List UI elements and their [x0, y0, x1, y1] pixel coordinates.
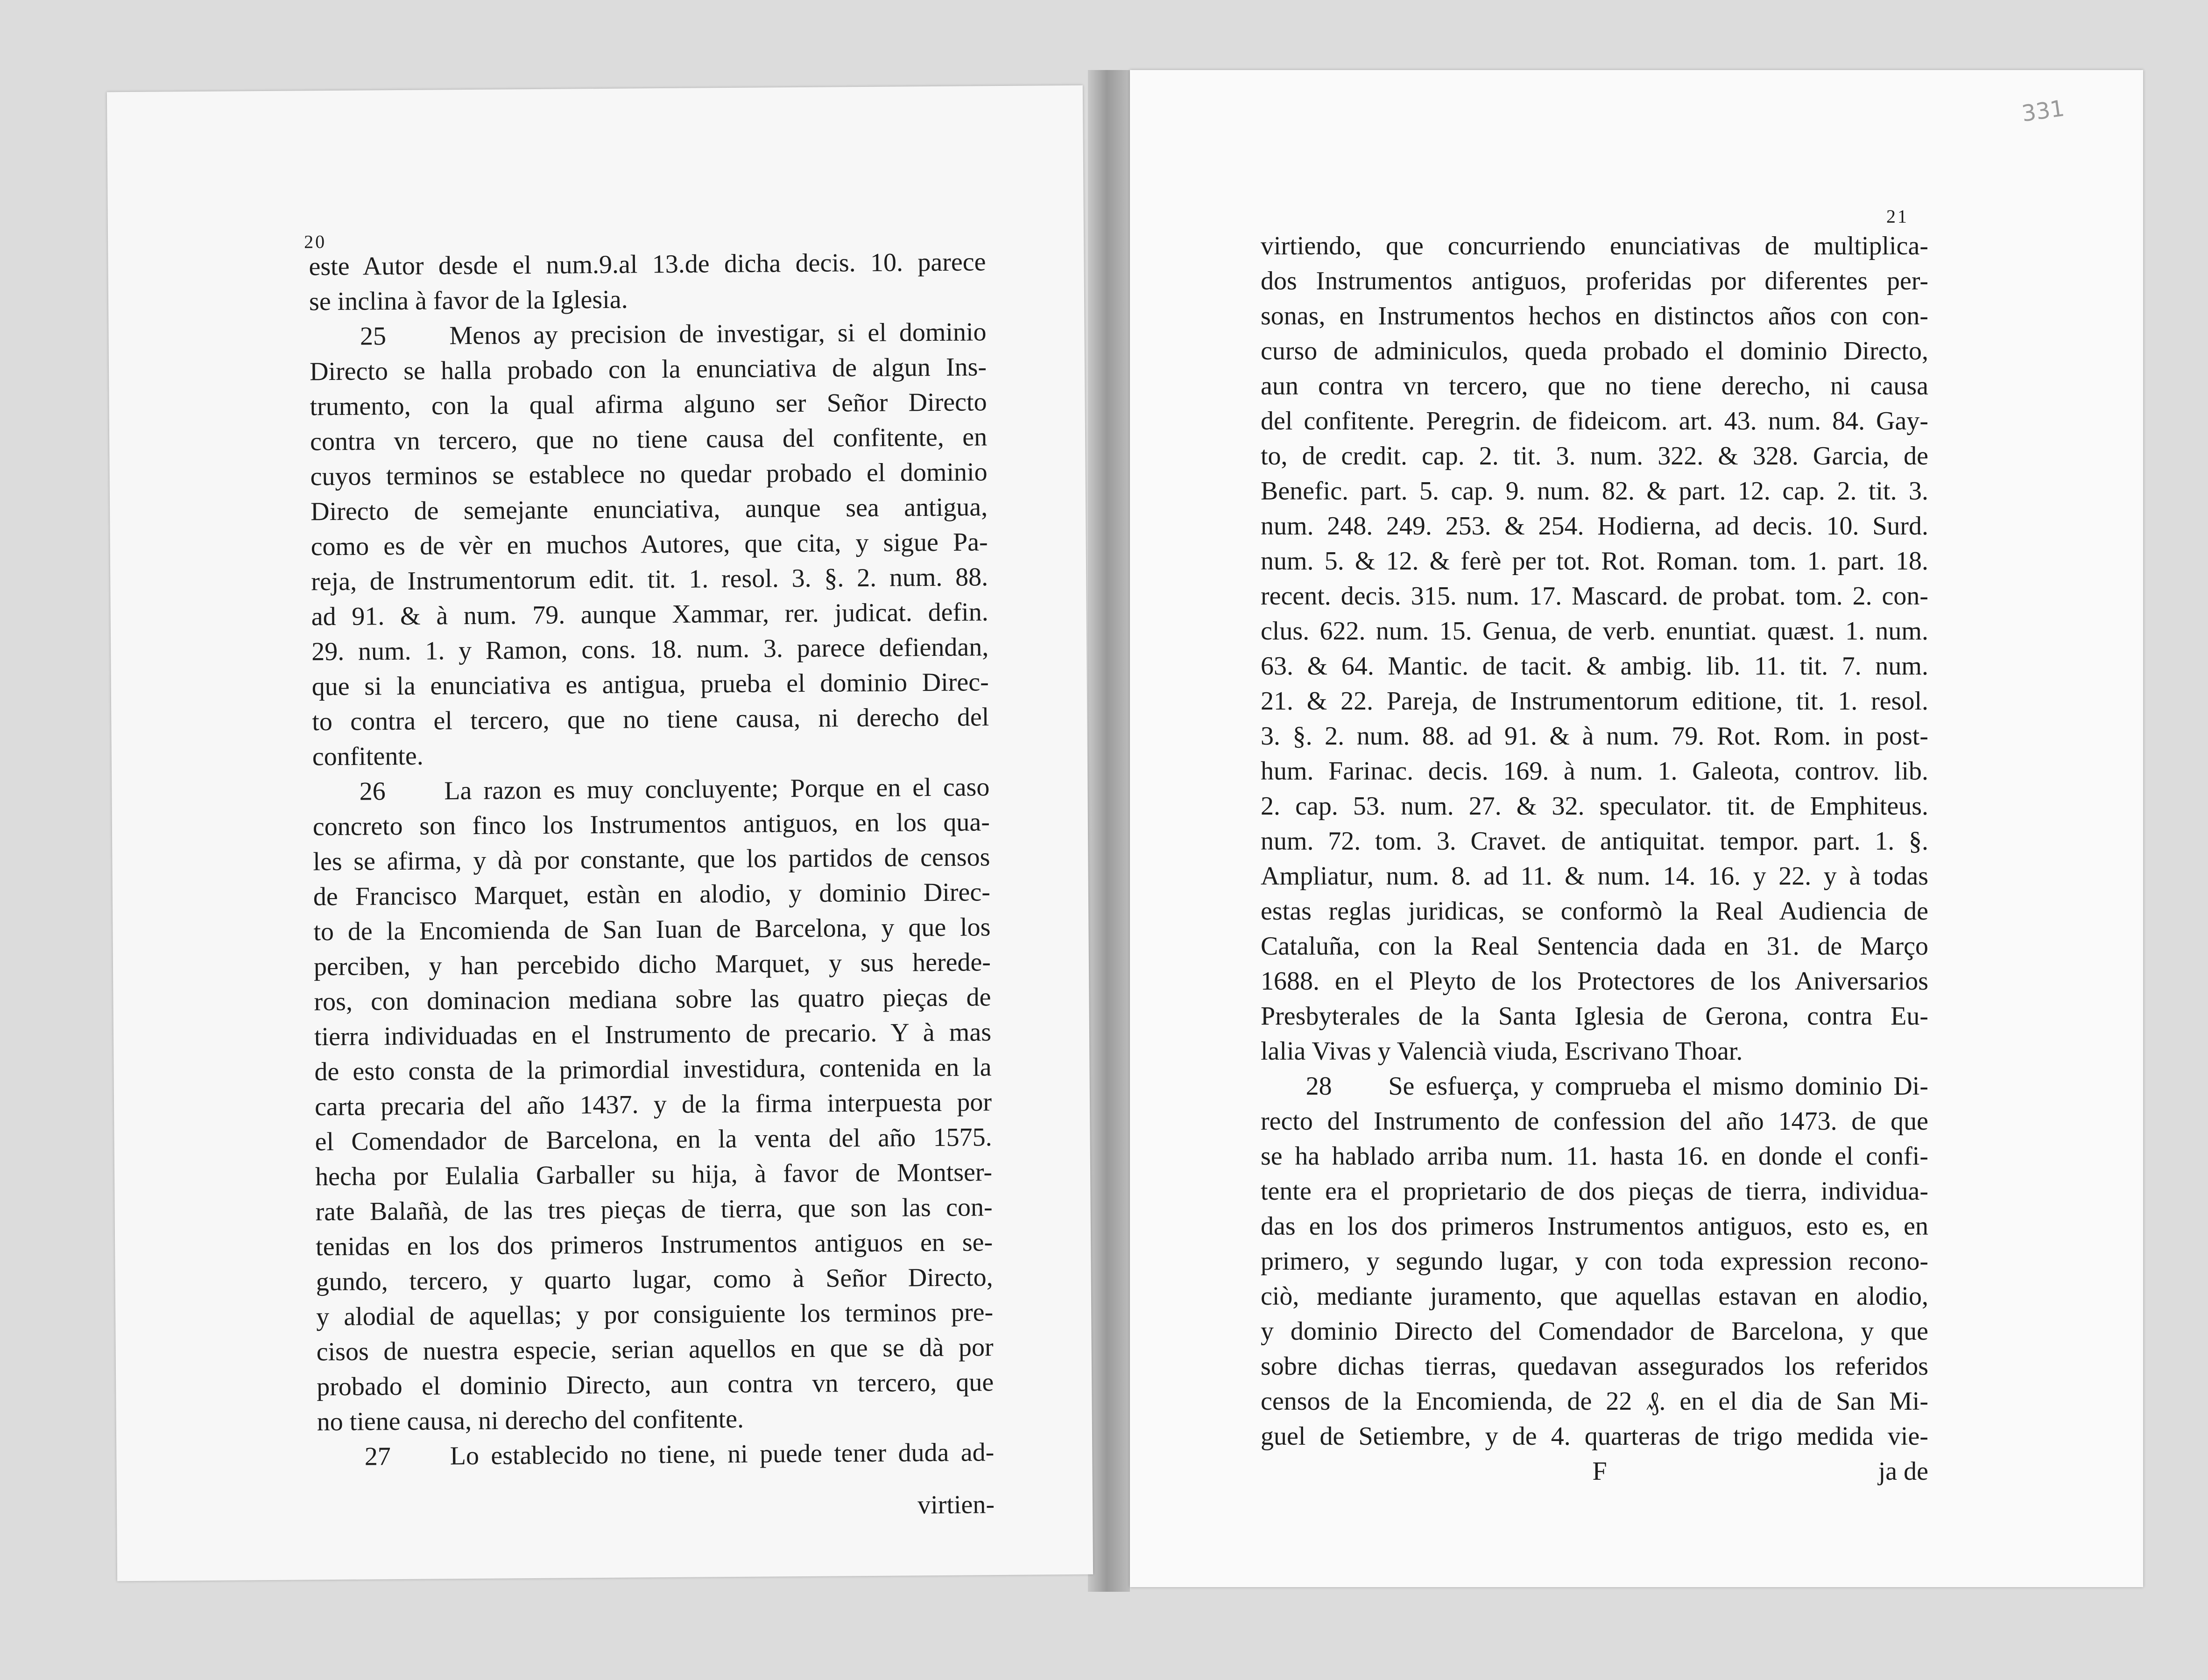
left-page [107, 85, 1093, 1582]
archive-folio-mark: 331 [2020, 95, 2067, 127]
text-line: y alodial de aquellas; y por consiguiente los terminos pre- [316, 1298, 994, 1332]
text-line: curso de adminiculos, queda probado el dominio Directo, [1261, 337, 1928, 366]
text-line: num. 5. & 12. & ferè per tot. Rot. Roman. tom. 1. part. 18. [1261, 547, 1928, 576]
text-line: contra vn tercero, que no tiene causa del confitente, en [310, 422, 988, 457]
text-line: 27 Lo establecido no tiene, ni puede tener duda ad- [317, 1438, 995, 1472]
text-line: perciben, y han percebido dicho Marquet, y sus herede- [313, 948, 991, 982]
text-line: recent. decis. 315. num. 17. Mascard. de probat. tom. 2. con- [1261, 582, 1928, 611]
text-line: 26 La razon es muy concluyente; Porque en el caso [312, 773, 990, 807]
text-line: guel de Setiembre, y de 4. quarteras de trigo medida vie- [1261, 1422, 1928, 1451]
text-line: que si la enunciativa es antigua, prueba el dominio Direc- [311, 668, 989, 702]
text-line: el Comendador de Barcelona, en la venta del año 1575. [315, 1123, 992, 1157]
text-line: dos Instrumentos antiguos, proferidas por diferentes per- [1261, 267, 1928, 295]
text-line: tierra individuadas en el Instrumento de precario. Y à mas [314, 1018, 992, 1052]
page-number-right: 21 [1886, 206, 1909, 227]
text-line: to de la Encomienda de San Iuan de Barcelona, y que los [313, 913, 991, 947]
book-gutter [1088, 70, 1130, 1592]
right-page [1130, 70, 2143, 1587]
text-line: 21. & 22. Pareja, de Instrumentorum editione, tit. 1. resol. [1261, 687, 1928, 716]
text-line: cisos de nuestra especie, serian aquellos en que se dà por [316, 1333, 994, 1367]
catchword-left: virtien- [917, 1490, 995, 1520]
text-line: 25 Menos ay precision de investigar, si el dominio [309, 317, 987, 351]
text-line: aun contra vn tercero, que no tiene derecho, ni causa [1261, 372, 1928, 401]
text-line: recto del Instrumento de confession del año 1473. de que [1261, 1107, 1928, 1136]
text-line: cuyos terminos se establece no quedar probado el dominio [310, 457, 988, 492]
page-number-left: 20 [303, 231, 327, 253]
text-line: probado el dominio Directo, aun contra vn tercero, que [317, 1368, 994, 1402]
text-line: se ha hablado arriba num. 11. hasta 16. en donde el confi- [1261, 1142, 1928, 1171]
left-page-text [309, 245, 994, 1475]
text-line: del confitente. Peregrin. de fideicom. art. 43. num. 84. Gay- [1261, 407, 1928, 436]
text-line: das en los dos primeros Instrumentos antiguos, esto es, en [1261, 1212, 1928, 1241]
text-line: sonas, en Instrumentos hechos en distinctos años con con- [1261, 302, 1928, 330]
text-line: hum. Farinac. decis. 169. à num. 1. Galeota, controv. lib. [1261, 757, 1928, 786]
text-line: carta precaria del año 1437. y de la firma interpuesta por [314, 1088, 992, 1122]
text-line: Cataluña, con la Real Sentencia dada en 31. de Março [1261, 932, 1928, 961]
signature-mark: F [1592, 1457, 1607, 1486]
text-line: Presbyterales de la Santa Iglesia de Gerona, contra Eu- [1261, 1002, 1928, 1031]
text-line: confitente. [312, 741, 423, 772]
text-line: 3. §. 2. num. 88. ad 91. & à num. 79. Rot. Rom. in post- [1261, 722, 1928, 751]
text-line: gundo, tercero, y quarto lugar, como à Señor Directo, [316, 1263, 993, 1297]
text-line: Ampliatur, num. 8. ad 11. & num. 14. 16. y 22. y à todas [1261, 862, 1928, 891]
left-catchword-row [317, 1487, 995, 1527]
text-line: num. 248. 249. 253. & 254. Hodierna, ad decis. 10. Surd. [1261, 512, 1928, 541]
text-line: no tiene causa, ni derecho del confitente. [317, 1404, 744, 1437]
text-line: rate Balañà, de las tres pieças de tierra, que son las con- [315, 1193, 993, 1227]
text-line: clus. 622. num. 15. Genua, de verb. enuntiat. quæst. 1. num. [1261, 617, 1928, 646]
text-line: este Autor desde el num.9.al 13.de dicha decis. 10. parece [309, 247, 986, 281]
text-line: to, de credit. cap. 2. tit. 3. num. 322. & 328. Garcia, de [1261, 442, 1928, 471]
text-line: y dominio Directo del Comendador de Barcelona, y que [1261, 1317, 1928, 1346]
text-line: hecha por Eulalia Garballer su hija, à favor de Montser- [315, 1158, 993, 1192]
text-line: de Francisco Marquet, estàn en alodio, y dominio Direc- [313, 878, 991, 912]
text-line: trumento, con la qual afirma alguno ser Señor Directo [310, 387, 987, 422]
text-line: lalia Vivas y Valencià viuda, Escrivano Thoar. [1261, 1037, 1743, 1066]
text-line: sobre dichas tierras, quedavan assegurados los referidos [1261, 1352, 1928, 1381]
text-line: tente era el proprietario de dos pieças de tierra, individua- [1261, 1177, 1928, 1206]
text-line: to contra el tercero, que no tiene causa, ni derecho del [312, 703, 989, 737]
text-line: num. 72. tom. 3. Cravet. de antiquitat. tempor. part. 1. §. [1261, 827, 1928, 856]
text-line: tenidas en los dos primeros Instrumentos antiguos en se- [315, 1228, 993, 1262]
text-line: de esto consta de la primordial investidura, contenida en la [314, 1053, 992, 1087]
text-line: se inclina à favor de la Iglesia. [309, 285, 628, 316]
text-line: ad 91. & à num. 79. aunque Xammar, rer. judicat. defin. [311, 597, 988, 632]
text-line: Directo se halla probado con la enunciativa de algun Ins- [309, 352, 987, 387]
footer-line [1261, 1454, 1928, 1489]
text-line: ros, con dominacion mediana sobre las quatro pieças de [314, 983, 991, 1017]
text-line: primero, y segundo lugar, y con toda expression recono- [1261, 1247, 1928, 1276]
text-line: Benefic. part. 5. cap. 9. num. 82. & part. 12. cap. 2. tit. 3. [1261, 477, 1928, 506]
text-line: concreto son finco los Instrumentos antiguos, en los qua- [312, 808, 990, 842]
text-line: 29. num. 1. y Ramon, cons. 18. num. 3. parece defiendan, [311, 633, 989, 667]
text-line: 1688. en el Pleyto de los Protectores de los Aniversarios [1261, 967, 1928, 996]
right-page-text [1261, 229, 1928, 1454]
text-line: como es de vèr en muchos Autores, que cita, y sigue Pa- [310, 527, 988, 562]
text-line: censos de la Encomienda, de 22 ₰. en el dia de San Mi- [1261, 1387, 1928, 1416]
text-line: Directo de semejante enunciativa, aunque sea antigua, [310, 492, 988, 527]
text-line: virtiendo, que concurriendo enunciativas de multiplica- [1261, 232, 1928, 260]
catchword-right: ja de [1878, 1457, 1928, 1486]
text-line: reja, de Instrumentorum edit. tit. 1. resol. 3. §. 2. num. 88. [311, 562, 988, 597]
text-line: 63. & 64. Mantic. de tacit. & ambig. lib. 11. tit. 7. num. [1261, 652, 1928, 681]
text-line: estas reglas juridicas, se conformò la Real Audiencia de [1261, 897, 1928, 926]
text-line: 28 Se esfuerça, y comprueba el mismo dominio Di- [1261, 1072, 1928, 1101]
text-line: les se afirma, y dà por constante, que los partidos de censos [313, 843, 990, 877]
text-line: 2. cap. 53. num. 27. & 32. speculator. tit. de Emphiteus. [1261, 792, 1928, 821]
right-footer-row [1261, 1454, 1928, 1489]
text-line: ciò, mediante juramento, que aquellas estavan en alodio, [1261, 1282, 1928, 1311]
